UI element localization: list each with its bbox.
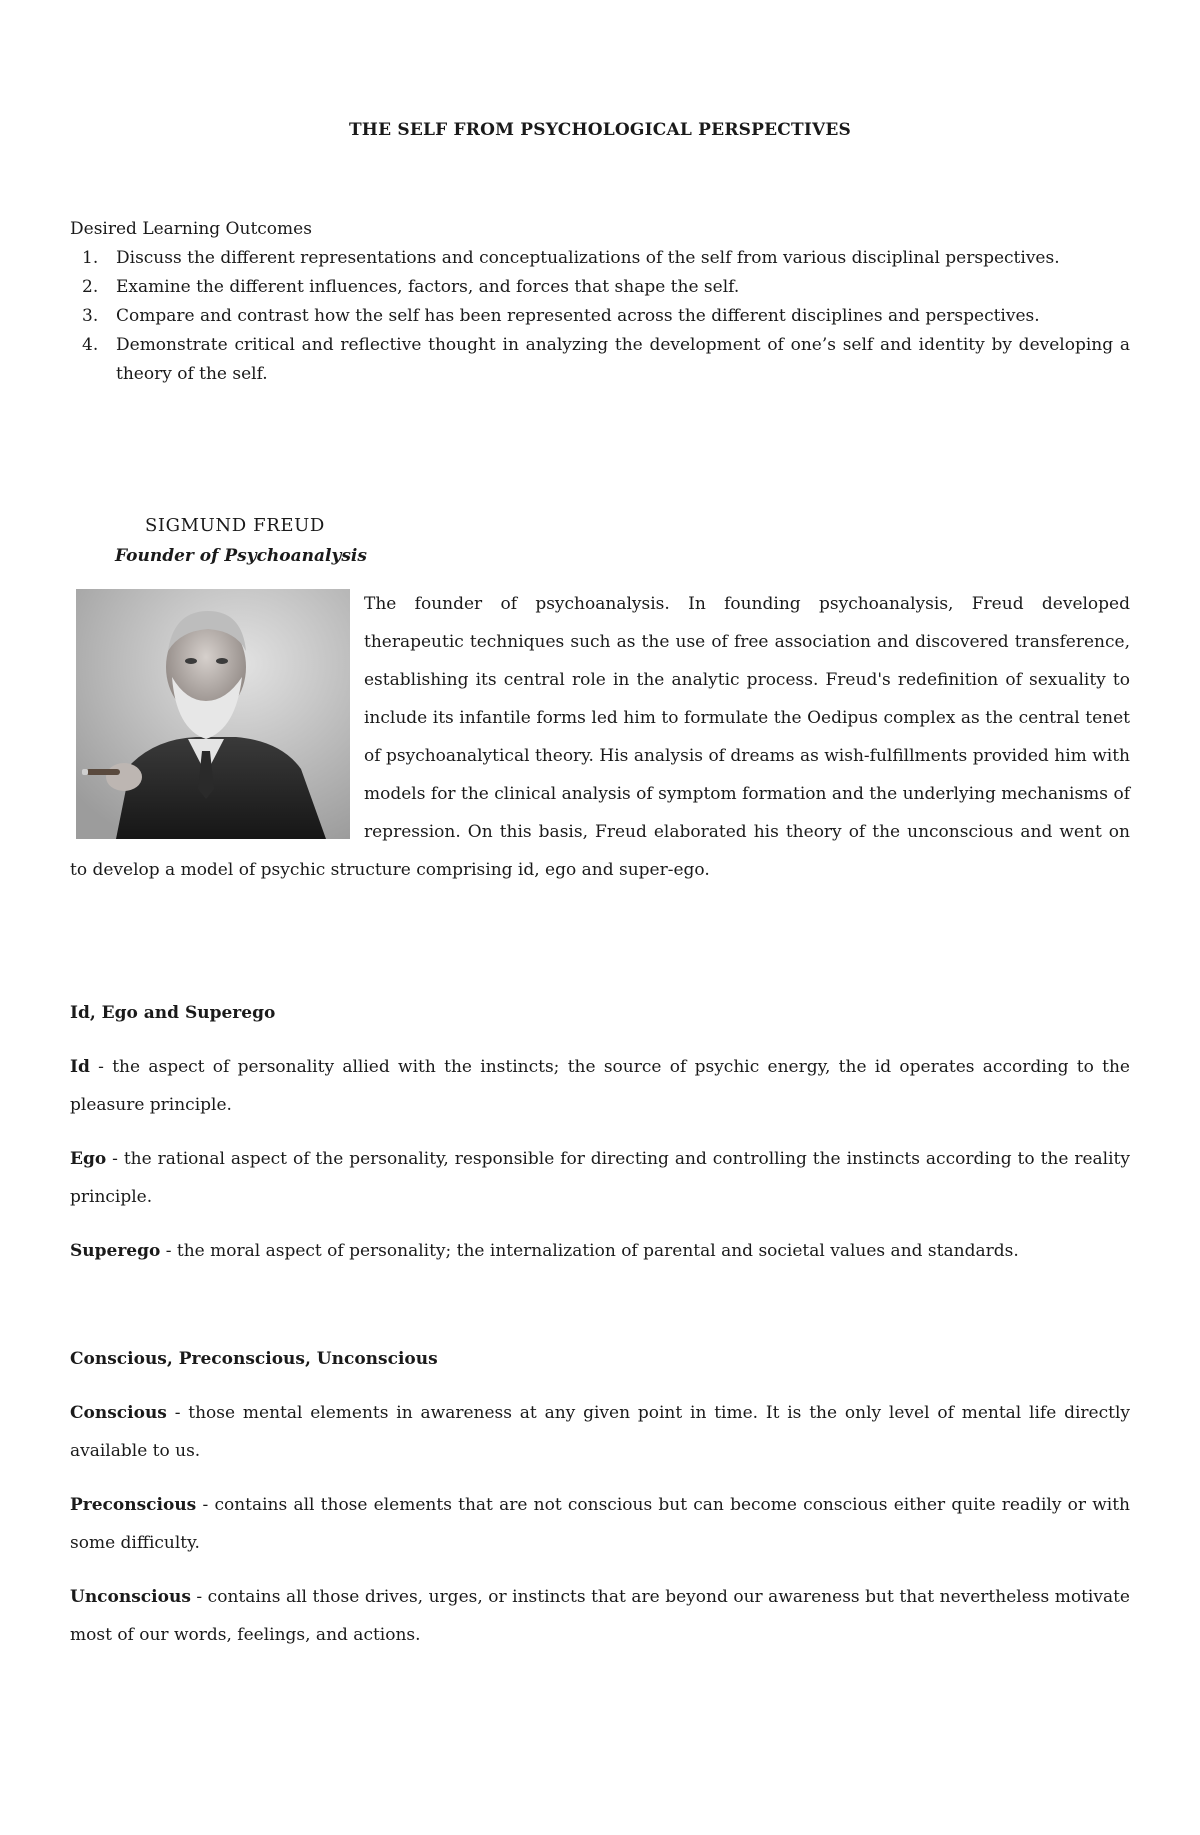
- definition-text: - the aspect of personality allied with the instincts; the source of psychic energy, the id operates according to the pleasure principle.: [70, 1057, 1130, 1115]
- document-title: THE SELF FROM PSYCHOLOGICAL PERSPECTIVES: [348, 120, 852, 140]
- list-item-text: Discuss the different representations and conceptualizations of the self from various disciplinal perspectives.: [116, 248, 1060, 268]
- levels-of-mind-section: [70, 1340, 1130, 1670]
- definition-text: - those mental elements in awareness at any given point in time. It is the only level of mental life directly available to us.: [70, 1403, 1130, 1461]
- freud-portrait: [76, 589, 350, 839]
- definition-term: Superego: [70, 1241, 161, 1261]
- list-item: [70, 273, 1130, 302]
- list-item-number: 3.: [82, 306, 99, 326]
- section-heading: Id, Ego and Superego: [70, 1003, 276, 1023]
- freud-subtitle: Founder of Psychoanalysis: [115, 546, 367, 566]
- definition-item: [70, 1394, 1130, 1470]
- definition-item: [70, 1578, 1130, 1654]
- list-item-number: 1.: [82, 248, 99, 268]
- definition-term: Id: [70, 1057, 90, 1077]
- id-ego-superego-section: [70, 994, 1130, 1286]
- definition-item: [70, 1048, 1130, 1124]
- definition-text: - the moral aspect of personality; the internalization of parental and societal values and standards.: [160, 1241, 1019, 1261]
- list-item: [70, 331, 1130, 389]
- learning-outcomes-heading: Desired Learning Outcomes: [70, 219, 312, 239]
- definition-text: - the rational aspect of the personality, responsible for directing and controlling the instincts according to the reality principle.: [70, 1149, 1130, 1207]
- definition-term: Unconscious: [70, 1587, 191, 1607]
- list-item-number: 2.: [82, 277, 99, 297]
- definition-term: Preconscious: [70, 1495, 197, 1515]
- definition-text: - contains all those drives, urges, or instincts that are beyond our awareness but that nevertheless motivate most of our words, feelings, and actions.: [70, 1587, 1130, 1645]
- list-item: [70, 302, 1130, 331]
- definition-text: - contains all those elements that are not conscious but can become conscious either quite readily or with some difficulty.: [70, 1495, 1130, 1553]
- definition-item: [70, 1140, 1130, 1216]
- list-item-number: 4.: [82, 335, 99, 355]
- list-item-text: Compare and contrast how the self has been represented across the different disciplines and perspectives.: [116, 306, 1040, 326]
- definition-term: Conscious: [70, 1403, 167, 1423]
- definition-item: [70, 1232, 1130, 1270]
- learning-outcomes-list: [70, 244, 1130, 389]
- list-item-text: Examine the different influences, factors, and forces that shape the self.: [116, 277, 740, 297]
- learning-outcomes: [70, 215, 1130, 389]
- list-item-text: Demonstrate critical and reflective thought in analyzing the development of one’s self and identity by developing a theory of the self.: [116, 335, 1130, 384]
- section-heading: Conscious, Preconscious, Unconscious: [70, 1349, 438, 1369]
- freud-bio: [70, 585, 1130, 889]
- definition-item: [70, 1486, 1130, 1562]
- portrait-image: [76, 589, 350, 839]
- freud-bio-text: The founder of psychoanalysis. In founding psychoanalysis, Freud developed therapeutic techniques such as the use of free association and discovered transference, establishing its central role in the analytic process. Freud's redefinition of sexuality to include its infantile forms led him to formulate the Oedipus complex as the central tenet of psychoanalytical theory. His analysis of dreams as wish-fulfillments provided him with models for the clinical analysis of symptom formation and the underlying mechanisms of repression. On this basis, Freud elaborated his theory of the unconscious and went on to develop a model of psychic structure comprising id, ego and super-ego.: [70, 594, 1130, 880]
- list-item: [70, 244, 1130, 273]
- definition-term: Ego: [70, 1149, 107, 1169]
- freud-name: SIGMUND FREUD: [145, 515, 325, 536]
